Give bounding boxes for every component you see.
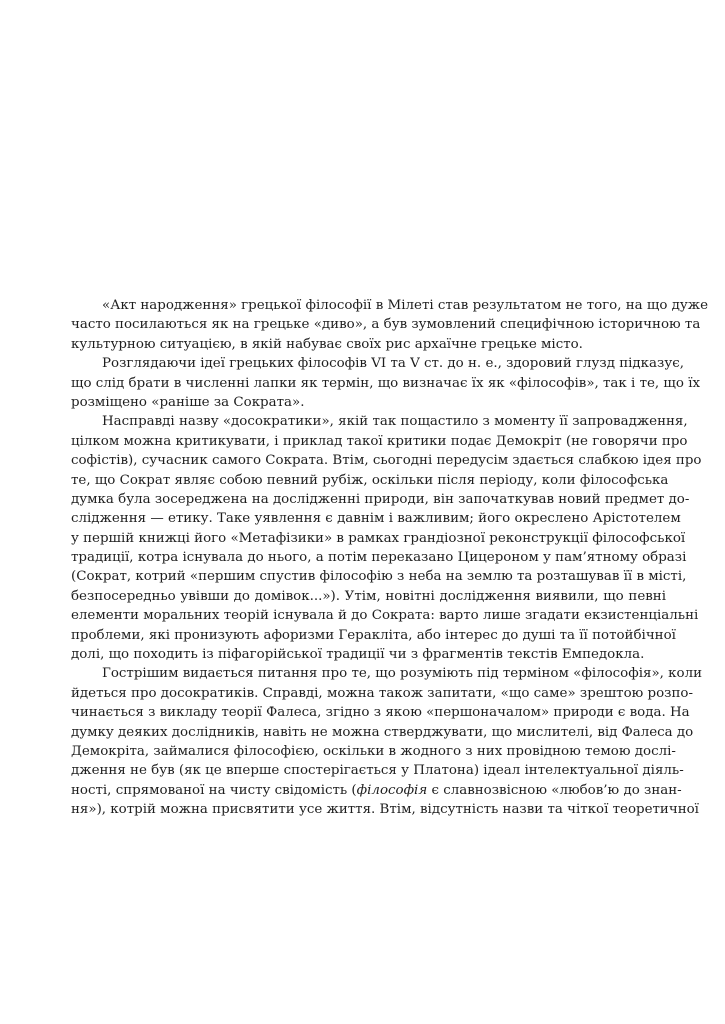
text-line: розміщено «раніше за Сократа». [71, 394, 305, 410]
text-line-with-emphasis [71, 781, 682, 800]
text-line: думка була зосереджена на дослідженні природи, він започаткував новий предмет до- [71, 491, 690, 507]
text-line: йдеться про досократиків. Справді, можна також запитати, «що саме» зрештою розпо- [71, 685, 693, 701]
text-line: те, що Сократ являє собою певний рубіж, оскільки після періоду, коли філософська [71, 472, 669, 488]
text-line: Насправді назву «досократики», якій так пощастило з моменту її запровадження, [102, 414, 688, 430]
italic-term: філософія [356, 782, 428, 798]
text-line: слідження — етику. Таке уявлення є давнім і важливим; його окреслено Арістотелем [71, 511, 681, 527]
text-segment: є славнозвісною «любов’ю до знан- [427, 782, 682, 798]
text-line: традиції, котра існувала до нього, а потім переказано Цицероном у пам’ятному образі [71, 550, 687, 566]
text-line: елементи моральних теорій існувала й до Сократа: варто лише згадати екзистенціальні [71, 608, 699, 624]
text-line: що слід брати в численні лапки як термін, що визначає їх як «філософів», так і те, що їх [71, 375, 701, 391]
text-line: Розглядаючи ідеї грецьких філософів VI та V ст. до н. е., здоровий глузд підказує, [102, 356, 684, 372]
text-line: безпосередньо увівши до домівок...»). Утім, новітні дослідження виявили, що певні [71, 588, 666, 604]
text-line: цілком можна критикувати, і приклад такої критики подає Демокріт (не говорячи про [71, 433, 688, 449]
text-line: дження не був (як це вперше спостерігається у Платона) ідеал інтелектуальної діяль- [71, 763, 684, 779]
text-line: «Акт народження» грецької філософії в Мілеті став результатом не того, на що дуже [102, 298, 709, 313]
text-line: Демокріта, займалися філософією, оскільки в жодного з них провідною темою дослі- [71, 743, 676, 759]
text-line: думку деяких дослідників, навіть не можна стверджувати, що мислителі, від Фалеса до [71, 724, 694, 740]
text-segment: ності, спрямованої на чисту свідомість ( [71, 782, 357, 798]
text-line: софістів), сучасник самого Сократа. Втім, сьогодні передусім здається слабкою ідея про [71, 453, 702, 469]
text-line: ня»), котрій можна присвятити усе життя. Втім, відсутність назви та чіткої теоретичної [71, 802, 699, 818]
text-line: часто посилаються як на грецьке «диво», а був зумовлений специфічною історичною та [71, 317, 701, 333]
text-line: долі, що походить із піфагорійської традиції чи з фрагментів текстів Емпедокла. [71, 647, 645, 663]
text-line: Гострішим видається питання про те, що розуміють під терміном «філософія», коли [102, 666, 703, 682]
text-line: (Сократ, котрий «першим спустив філософію з неба на землю та розташував її в місті, [71, 569, 687, 585]
text-line: проблеми, які пронизують афоризми Геракліта, або інтерес до душі та її потойбічної [71, 627, 676, 643]
text-line: чинається з викладу теорії Фалеса, згідно з якою «першоначалом» природи є вода. На [71, 705, 690, 721]
text-line: культурною ситуацією, в якій набуває своїх рис архаїчне грецьке місто. [71, 336, 583, 352]
body-text [71, 296, 709, 820]
text-line: у першій книжці його «Метафізики» в рамках грандіозної реконструкції філософської [71, 530, 686, 546]
